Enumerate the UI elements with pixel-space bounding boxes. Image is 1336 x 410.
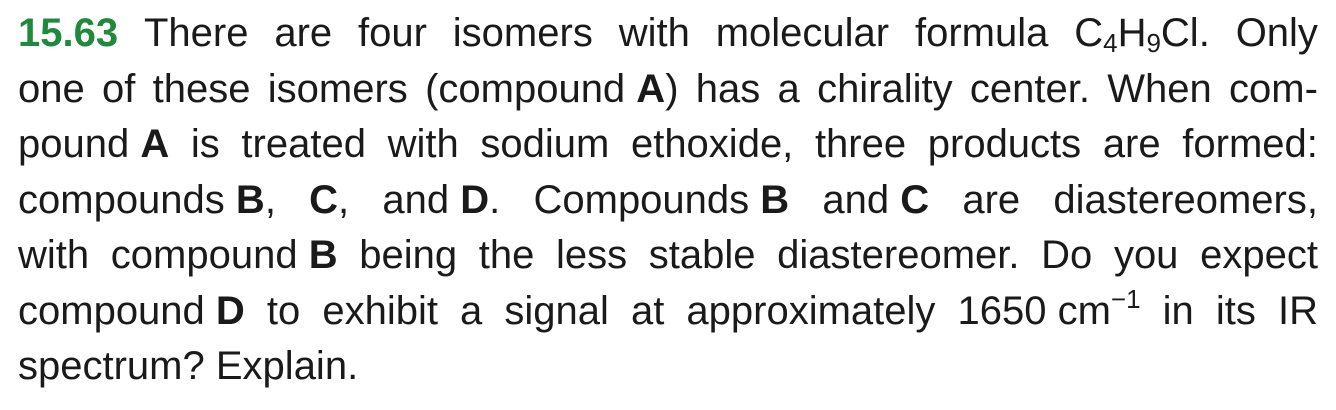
word: a	[777, 66, 800, 111]
word: four	[358, 11, 427, 55]
word: treated	[241, 122, 366, 166]
compound-d-phrase: and D.	[382, 177, 501, 222]
problem-line-1	[18, 6, 1318, 62]
word: stable	[648, 233, 756, 277]
word: one	[18, 66, 85, 111]
word: to	[266, 288, 301, 333]
word: exhibit	[322, 288, 438, 333]
compound-a-phrase: (compound A)	[425, 66, 679, 111]
word: Do	[1041, 233, 1093, 277]
word: of	[102, 66, 136, 111]
problem-line-5	[18, 228, 1318, 284]
word: you	[1113, 233, 1179, 277]
word: center.	[969, 66, 1090, 111]
word: is	[190, 122, 220, 166]
ir-wavenumber: 1650 $cm^{-1}$	[957, 283, 1141, 333]
word: IR	[1277, 288, 1318, 333]
word: a	[460, 288, 483, 333]
word: formula	[914, 11, 1049, 55]
compound-b-phrase: compounds B,	[18, 177, 276, 222]
problem-statement	[18, 6, 1318, 395]
word: with	[618, 11, 690, 55]
word: these	[152, 66, 251, 111]
word: at	[630, 288, 665, 333]
compound-c-phrase: C,	[309, 177, 350, 222]
word: molecular	[715, 11, 890, 55]
word: sodium	[480, 122, 610, 166]
compound-a-phrase: pound A	[18, 122, 170, 166]
word: expect	[1200, 233, 1318, 277]
molecular-formula: $C_4H_9Cl$.	[1074, 11, 1210, 58]
compound-b-phrase: Compounds B	[533, 177, 790, 222]
word: has	[695, 66, 761, 111]
word: ethoxide,	[630, 122, 794, 166]
word: Only	[1235, 11, 1318, 55]
problem-line-3	[18, 117, 1318, 173]
word: products	[927, 122, 1082, 166]
problem-line-4	[18, 173, 1318, 229]
compound-d-phrase: compound D	[18, 288, 245, 333]
word: its	[1215, 288, 1256, 333]
word: with	[18, 233, 90, 277]
word: less	[556, 233, 628, 277]
word: There	[143, 11, 249, 55]
word: isomers	[267, 66, 408, 111]
word: diastereomer.	[777, 233, 1020, 277]
word: spectrum?	[18, 344, 205, 388]
word: signal	[504, 288, 609, 333]
word: Explain.	[215, 344, 359, 388]
word: com-	[1229, 66, 1318, 111]
problem-line-7	[18, 339, 1318, 395]
word: are	[274, 11, 333, 55]
word: are	[962, 177, 1021, 222]
word: the	[478, 233, 535, 277]
word: three	[814, 122, 907, 166]
word: When	[1107, 66, 1212, 111]
problem-line-2	[18, 62, 1318, 118]
compound-b-phrase: compound B	[110, 233, 338, 277]
compound-c-phrase: and C	[822, 177, 930, 222]
word: formed:	[1182, 122, 1318, 166]
word: being	[359, 233, 458, 277]
word: isomers	[452, 11, 593, 55]
word: chirality	[817, 66, 953, 111]
word: approximately	[686, 288, 936, 333]
problem-line-6	[18, 284, 1318, 340]
word: are	[1102, 122, 1161, 166]
problem-number: 15.63	[18, 11, 119, 55]
word: in	[1162, 288, 1194, 333]
word: diastereomers,	[1053, 177, 1318, 222]
word: with	[387, 122, 459, 166]
